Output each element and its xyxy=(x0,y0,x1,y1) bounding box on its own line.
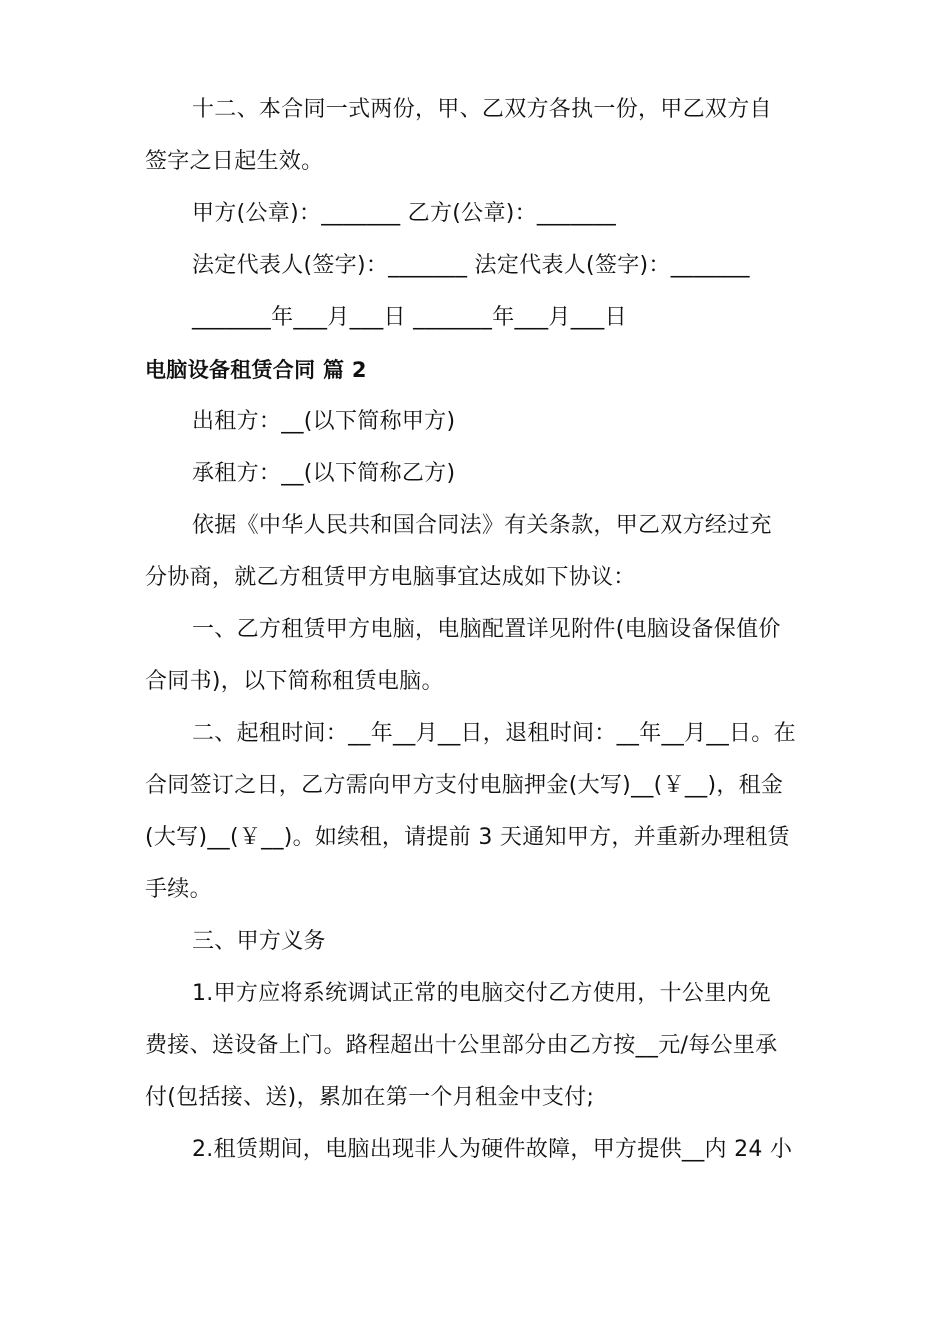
clause-2-line-4: 手续。 xyxy=(145,877,212,902)
lessor-line: 出租方：__(以下简称甲方) xyxy=(192,409,456,434)
clause-3-1-line-2: 费接、送设备上门。路程超出十公里部分由乙方按__元/每公里承 xyxy=(145,1033,778,1058)
section-heading: 电脑设备租赁合同 篇 2 xyxy=(145,358,367,382)
seal-line: 甲方(公章)：_______ 乙方(公章)：_______ xyxy=(192,201,617,226)
clause-12-line-1: 十二、本合同一式两份，甲、乙双方各执一份，甲乙双方自 xyxy=(192,97,772,122)
clause-3-heading: 三、甲方义务 xyxy=(192,929,326,954)
clause-3-1-line-1: 1.甲方应将系统调试正常的电脑交付乙方使用，十公里内免 xyxy=(192,981,772,1006)
clause-2-line-1: 二、起租时间：__年__月__日，退租时间：__年__月__日。在 xyxy=(192,721,796,746)
clause-2-line-3: (大写)__(￥__)。如续租，请提前 3 天通知甲方，并重新办理租赁 xyxy=(145,825,790,850)
clause-1-line-2: 合同书)，以下简称租赁电脑。 xyxy=(145,669,444,694)
date-line: _______年___月___日 _______年___月___日 xyxy=(192,305,627,330)
clause-2-line-2: 合同签订之日，乙方需向甲方支付电脑押金(大写)__(￥__)，租金 xyxy=(145,773,784,798)
lessee-line: 承租方：__(以下简称乙方) xyxy=(192,461,456,486)
preamble-line-2: 分协商，就乙方租赁甲方电脑事宜达成如下协议： xyxy=(145,565,636,590)
preamble-line-1: 依据《中华人民共和国合同法》有关条款，甲乙双方经过充 xyxy=(192,513,772,538)
clause-12-line-2: 签字之日起生效。 xyxy=(145,149,324,174)
signature-line: 法定代表人(签字)：_______ 法定代表人(签字)：_______ xyxy=(192,253,750,278)
clause-3-1-line-3: 付(包括接、送)，累加在第一个月租金中支付; xyxy=(145,1085,595,1110)
clause-3-2-line-1: 2.租赁期间，电脑出现非人为硬件故障，甲方提供__内 24 小 xyxy=(192,1137,793,1162)
clause-1-line-1: 一、乙方租赁甲方电脑，电脑配置详见附件(电脑设备保值价 xyxy=(192,617,781,642)
